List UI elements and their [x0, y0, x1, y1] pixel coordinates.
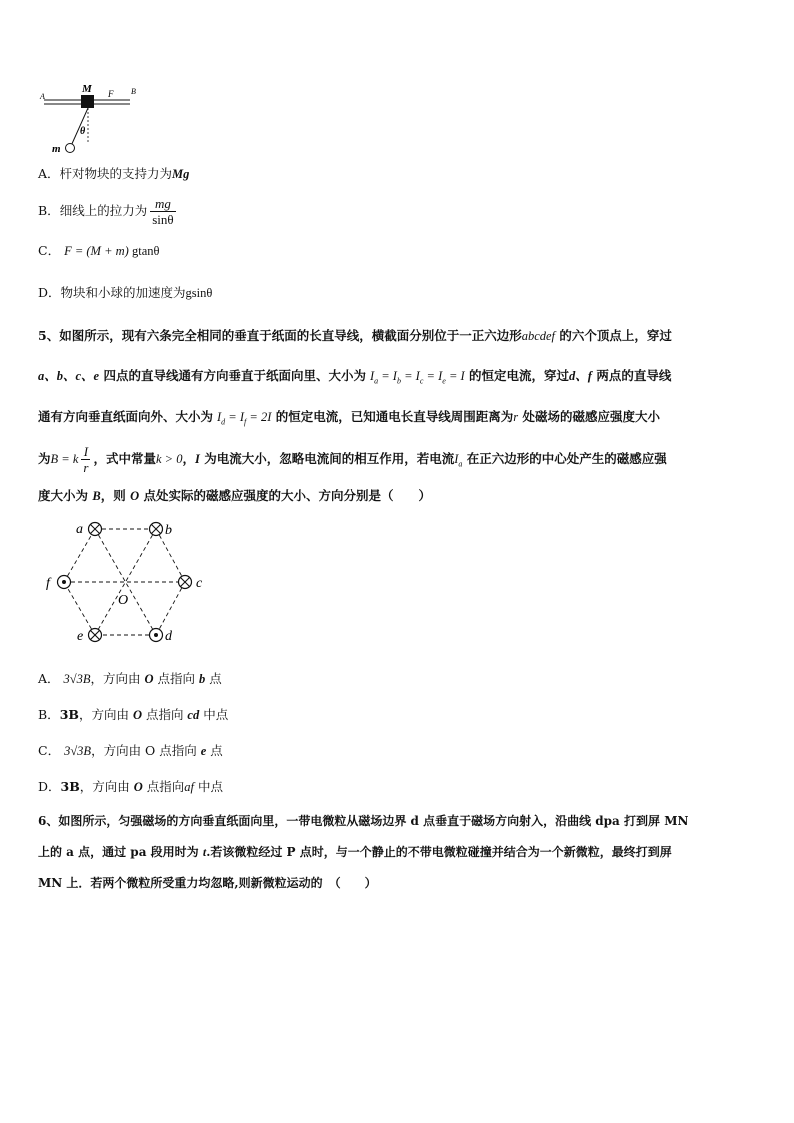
hexagon-wires-figure [40, 515, 220, 645]
tension-fraction: $\frac{mg}{\sin\theta}$ [152, 195, 174, 227]
q4-option-b: B．细线上的拉力为 $\frac{mg}{\sin\theta}$ [38, 195, 174, 227]
block-M [81, 95, 94, 108]
q5-line-3: 通有方向垂直纸面向外、大小为 $I_d = I_f = 2I$ 的恒定电流，已知通电长直导线周围距离为r 处磁场的磁感应强度大小 [38, 409, 660, 427]
label-A: A [40, 92, 45, 101]
q5-option-a: A． 3√3B，方向由 O 点指向 b 点 [38, 671, 222, 686]
q4-option-d: D．物块和小球的加速度为gsinθ [38, 285, 213, 300]
hex-label-c: c [196, 576, 203, 591]
q4-option-c: C． F = (M + m) gtanθ [38, 243, 160, 258]
field-fraction: $\frac{I}{r}$ [83, 443, 89, 475]
q5-line-5: 度大小为 B，则 O 点处实际的磁感应强度的大小、方向分别是（ ） [38, 488, 431, 503]
q5-option-b: B．3B，方向由 O 点指向 cd 中点 [38, 707, 229, 722]
rod-block-pendulum-figure [38, 80, 148, 158]
hex-label-b: b [165, 523, 172, 538]
label-theta: θ [80, 126, 86, 137]
q4-option-a: A．杆对物块的支持力为Mg [38, 166, 190, 181]
q5-line-2: a、b、c、e 四点的直导线通有方向垂直于纸面向里、大小为 $I_a = I_b = I_c = I_e = I$ 的恒定电流，穿过d、f 两点的直导线 [38, 368, 672, 386]
q6-line-3: MN 上．若两个微粒所受重力均忽略,则新微粒运动的 （ ） [38, 876, 377, 890]
q5-option-c: C． 3√3B，方向由 O 点指向 e 点 [38, 743, 223, 758]
label-m: m [52, 143, 61, 155]
hex-label-a: a [76, 522, 83, 537]
q5-line-1: 5、如图所示，现有六条完全相同的垂直于纸面的长直导线，横截面分别位于一正六边形abcdef 的六个顶点上，穿过 [38, 328, 672, 343]
label-B: B [131, 87, 136, 96]
label-F: F [108, 89, 114, 99]
ball-m [66, 144, 75, 153]
q6-line-2: 上的 a 点，通过 pa 段用时为 t.若该微粒经过 P 点时，与一个静止的不带电微粒碰撞并结合为一个新微粒，最终打到屏 [38, 845, 672, 859]
hex-label-d: d [165, 629, 172, 644]
hex-label-e: e [77, 629, 84, 644]
wire-b-into-page-icon [150, 523, 163, 536]
wire-f-out-of-page-icon [58, 576, 71, 589]
wire-a-into-page-icon [89, 523, 102, 536]
label-M: M [82, 83, 92, 95]
wire-e-into-page-icon [89, 629, 102, 642]
q6-line-1: 6、如图所示，匀强磁场的方向垂直纸面向里，一带电微粒从磁场边界 d 点垂直于磁场方向射入，沿曲线 dpa 打到屏 MN [38, 814, 689, 828]
q5-line-4: 为B = k $\frac{I}{r}$ ，式中常量k > 0，I 为电流大小，忽略电流间的相互作用，若电流$I_a$ 在正六边形的中心处产生的磁感应强 [38, 443, 667, 475]
wire-c-into-page-icon [179, 576, 192, 589]
hex-label-f: f [46, 576, 50, 591]
q5-option-d: D．3B，方向由 O 点指向af 中点 [38, 779, 224, 794]
wire-d-out-of-page-icon [150, 629, 163, 642]
hex-label-O: O [118, 593, 129, 608]
